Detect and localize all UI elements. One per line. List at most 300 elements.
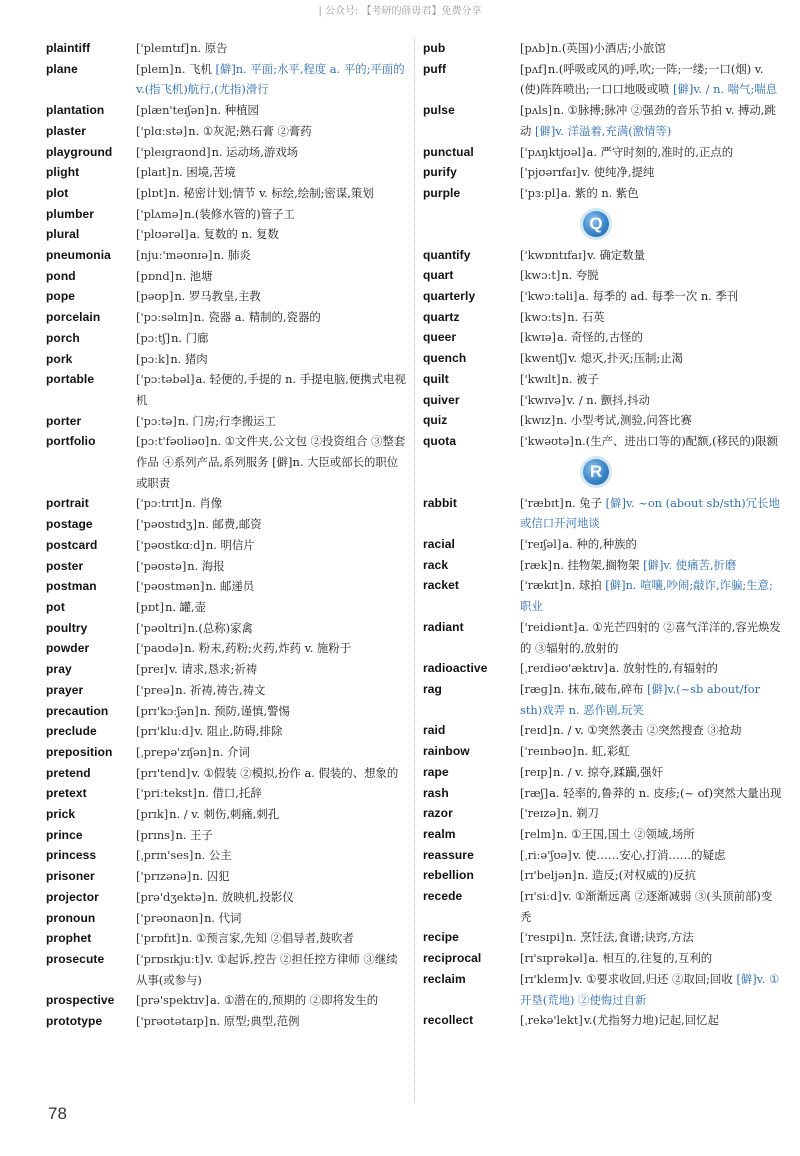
entry-definition [520,390,783,411]
definition-text: n. 囚犯 [192,869,230,884]
headword: pretext [46,786,87,801]
phonetic: ['pleɪntɪf] [136,41,190,55]
dictionary-entry [46,638,408,659]
dictionary-entry [46,887,408,908]
entry-definition [520,410,783,431]
phonetic: [kwɪz] [520,413,556,428]
dictionary-entry [423,245,783,266]
definition-text: a. 轻率的,鲁莽的 n. 皮疹;(~ of)突然大量出现 [549,785,782,800]
definition-text: n. / v. 刺伤,刺痛,刺孔 [169,807,280,822]
definition-text: n. 海报 [187,558,225,573]
dictionary-entry [423,720,783,741]
entry-definition [520,369,783,390]
definition-text: n.(总称)家禽 [187,620,253,635]
dictionary-entry [46,266,408,287]
entry-definition [136,597,408,618]
definition-text: n. 石英 [567,309,605,324]
definition-text: n. 预防,谨慎,警惕 [199,703,290,718]
dictionary-entry [46,493,408,514]
definition-text: n. 烹饪法,食谱;诀窍,方法 [565,930,694,945]
dictionary-entry [423,575,783,616]
phonetic: [ræɡ] [520,681,553,696]
dictionary-entry [423,534,783,555]
headword: plaster [46,123,87,138]
headword: preclude [46,724,97,739]
dictionary-entry [423,286,783,307]
entry-definition [136,804,408,825]
headword: racket [423,578,459,593]
entry-definition [136,701,408,722]
entry-definition [520,617,783,658]
phonetic: [prə'dʒektə] [136,889,207,904]
dictionary-entry [423,617,783,658]
headword: prince [46,827,83,842]
entry-definition [520,534,783,555]
entry-definition [136,721,408,742]
definition-text: n. 粉末,药粉;火药,炸药 v. 施粉于 [184,641,352,656]
dictionary-entry [46,783,408,804]
entry-definition [136,928,408,949]
definition-text: n. 肖像 [184,496,223,511]
entry-definition [520,162,783,183]
phonetic: ['prɒsɪkjuːt] [136,951,204,966]
phonetic: [reɪd] [520,723,553,738]
definition-text: n. 运动场,游戏场 [211,144,299,159]
dictionary-entry [46,804,408,825]
section-header [423,204,783,245]
phonetic: ['pɜːpl] [520,185,560,200]
phonetic: ['resɪpi] [520,930,565,945]
headword: portable [46,372,95,387]
entry-definition [520,265,783,286]
dictionary-entry [46,38,408,59]
phonetic: [prɪns] [136,827,175,842]
headword: prisoner [46,869,95,884]
definition-text: n. 原告 [190,41,228,55]
dictionary-entry [423,348,783,369]
dictionary-entry [46,369,408,410]
headword: rebellion [423,868,474,883]
headword: puff [423,61,447,76]
headword: plane [46,61,78,76]
definition-text: n. 球拍 [564,578,602,593]
entry-definition [520,969,783,1010]
entry-definition [136,493,408,514]
headword: radiant [423,619,464,634]
entry-definition [520,286,783,307]
phonetic: ['kwɪvə] [520,392,566,407]
entry-definition [136,286,408,307]
dictionary-entry [423,679,783,720]
rare-meaning: [僻]v. / n. 喘气;喘息 [673,82,778,97]
entry-definition [136,535,408,556]
headword: realm [423,826,456,841]
phonetic: [preɪ] [136,662,169,677]
entry-definition [136,990,408,1011]
headword: quartz [423,309,460,324]
headword: quiver [423,392,460,407]
entry-definition [520,845,783,866]
phonetic: ['kwəʊtə] [520,433,574,448]
headword: preposition [46,744,113,759]
phonetic: [rɪ'sɪprəkəl] [520,951,588,966]
headword: pulse [423,103,455,118]
definition-text: n. 剃刀 [561,806,599,821]
phonetic: ['pjʊərɪfaɪ] [520,165,581,180]
definition-text: n. ①预言家,先知 ②倡导者,鼓吹者 [181,931,354,946]
definition-text: n. 门房;行李搬运工 [177,413,277,428]
phonetic: [prɪ'kluːd] [136,724,194,739]
headword: poultry [46,620,88,635]
headword: reassure [423,847,474,862]
headword: porter [46,413,82,428]
rare-meaning: [僻]n. 喧嚷,吵闹;敲诈,诈骗;生意;职业 [520,578,773,614]
phonetic: ['pʌŋktjʊəl] [520,144,586,159]
rare-meaning: [僻]n. 平面;水平,程度 a. 平的;平面的 v.(指飞机)航行,(尤指)滑行 [136,61,405,97]
phonetic: [plaɪt] [136,165,171,180]
page-header: | 公众号: 【考研的薛毋君】免费分享 [318,6,482,17]
dictionary-entry [46,701,408,722]
phonetic: ['preə] [136,682,175,697]
dictionary-entry [423,555,783,576]
phonetic: ['prəʊnaʊn] [136,910,204,925]
entry-definition [520,948,783,969]
entry-definition [136,204,408,225]
definition-text: a. 相互的,往复的,互利的 [588,951,713,966]
definition-text: n. / v. 掠夺,蹂躏,强奸 [553,764,663,779]
phonetic: ['pəʊstə] [136,558,187,573]
phonetic: ['plɑːstə] [136,123,188,138]
entry-definition [520,575,783,616]
headword: purple [423,185,461,200]
dictionary-entry [46,576,408,597]
phonetic: ['pɔːtrɪt] [136,496,184,511]
dictionary-entry [423,845,783,866]
entry-definition [520,142,783,163]
headword: postman [46,579,97,594]
entry-definition [136,59,408,100]
dictionary-entry [46,245,408,266]
dictionary-entry [46,349,408,370]
entry-definition [136,887,408,908]
entry-definition [136,638,408,659]
entry-definition [136,556,408,577]
entry-definition [136,576,408,597]
dictionary-entry [423,1010,783,1031]
definition-text: n. ①王国,国土 ②领域,场所 [556,826,695,841]
headword: rape [423,764,449,779]
phonetic: ['plʌmə] [136,206,183,221]
headword: portfolio [46,434,96,449]
entry-definition [520,307,783,328]
dictionary-entry [423,431,783,452]
phonetic: [kwɔːt] [520,268,561,283]
phonetic: [pɔːtʃ] [136,330,171,345]
entry-definition [136,183,408,204]
phonetic: ['ræbɪt] [520,495,564,510]
entry-definition [520,555,783,576]
headword: recollect [423,1013,474,1028]
definition-text: n. / v. ①突然袭击 ②突然搜查 ③抢劫 [553,723,742,738]
definition-text: a. 复数的 n. 复数 [189,227,279,242]
entry-definition [136,411,408,432]
phonetic: [ræk] [520,557,552,572]
headword: quantify [423,247,471,262]
dictionary-entry [46,659,408,680]
headword: pray [46,662,72,677]
dictionary-entry [46,618,408,639]
definition-text: n. 秘密计划;情节 v. 标绘,绘制;密谋,策划 [168,185,374,200]
phonetic: [plɒt] [136,185,168,200]
definition-text: n. 夸脱 [561,268,599,283]
dictionary-entry [423,162,783,183]
entry-definition [520,493,783,534]
phonetic: [kwɔːts] [520,309,567,324]
definition-text: n. 瓷器 a. 精制的,瓷器的 [193,310,321,325]
phonetic: [rɪ'beljən] [520,868,577,883]
phonetic: [rɪ'kleɪm] [520,971,573,986]
phonetic: [ˌrekə'lekt] [520,1013,583,1028]
dictionary-entry [46,121,408,142]
definition-text: n. 被子 [561,371,599,386]
dictionary-entry [46,142,408,163]
entry-definition [136,266,408,287]
phonetic: [prɪk] [136,807,169,822]
definition-text: a. ①潜在的,预期的 ②即将发生的 [209,993,379,1008]
headword: pub [423,41,446,55]
rare-meaning: [僻]v. 洋溢着,充满(激情等) [535,123,672,138]
definition-text: n. 邮费,邮资 [197,517,262,532]
definition-text: n. ①脉搏;脉冲 ②强劲的音乐节拍 v. 搏动,跳动 [520,103,776,138]
dictionary-entry [423,183,783,204]
phonetic: [prə'spektɪv] [136,993,209,1008]
definition-text: a. 奇怪的,古怪的 [556,330,643,345]
dictionary-entry [423,824,783,845]
headword: punctual [423,144,474,159]
definition-text: n. 祈祷,祷告,祷文 [175,682,266,697]
headword: plantation [46,103,105,118]
dictionary-entry [423,886,783,927]
dictionary-entry [46,928,408,949]
entry-definition [136,514,408,535]
rare-meaning: [僻]v. ①开垦(荒地) ②使悔过自新 [520,971,780,1007]
headword: rabbit [423,495,457,510]
rare-meaning: [僻]v. 使痛苦,折磨 [643,557,737,572]
dictionary-entry [46,825,408,846]
headword: rack [423,557,449,572]
rare-meaning: [僻]v. ~on (about sb/sth)冗长地或信口开河地谈 [520,495,780,531]
definition-text: n. 公主 [194,848,232,863]
dictionary-entry [46,763,408,784]
headword: plural [46,227,80,242]
headword: powder [46,641,90,656]
headword: playground [46,144,113,159]
dictionary-entry [46,307,408,328]
phonetic: [kwɪə] [520,330,556,345]
entry-definition [136,680,408,701]
headword: rainbow [423,744,470,759]
headword: queer [423,330,457,345]
dictionary-entry [423,265,783,286]
headword: pneumonia [46,248,111,263]
definition-text: n.(呼吸或风的)呼,吹;一阵;一缕;一口(烟) v.(使)阵阵喷出;一口口地吸或喷 [520,61,764,97]
headword: quiz [423,413,448,428]
definition-text: n.(英国)小酒店;小旅馆 [550,41,666,55]
phonetic: [njuː'məʊnɪə] [136,248,213,263]
definition-text: n. 邮递员 [205,579,255,594]
entry-definition [136,1011,408,1032]
entry-definition [136,224,408,245]
phonetic: [pleɪn] [136,61,174,76]
entry-definition [520,865,783,886]
entry-definition [136,618,408,639]
entry-definition [520,348,783,369]
dictionary-entry [46,204,408,225]
headword: poster [46,558,84,573]
phonetic: [pʌb] [520,41,550,55]
phonetic: ['pleɪɡraʊnd] [136,144,211,159]
headword: rag [423,681,442,696]
phonetic: [prɪ'kɔːʃən] [136,703,199,718]
entry-definition [520,245,783,266]
definition-text: n. 种植园 [210,103,259,118]
dictionary-entry [46,597,408,618]
phonetic: ['reɪnbəʊ] [520,744,577,759]
definition-text: v. 确定数量 [587,247,646,262]
headword: pronoun [46,910,96,925]
definition-text: n. 肺炎 [213,248,251,263]
headword: quilt [423,371,449,386]
definition-text: n. 罐,壶 [165,599,207,614]
headword: pond [46,268,76,283]
headword: portrait [46,496,89,511]
entry-definition [520,183,783,204]
entry-definition [520,927,783,948]
dictionary-entry [423,410,783,431]
definition-text: v. ①假装 ②模拟,扮作 a. 假装的、想象的 [191,765,399,780]
definition-text: v. 请求,恳求;祈祷 [169,662,258,677]
headword: pretend [46,765,91,780]
entry-definition [136,307,408,328]
dictionary-entry [46,59,408,100]
phonetic: [ˌprɪn'ses] [136,848,194,863]
dictionary-entry [423,948,783,969]
entry-definition [136,908,408,929]
dictionary-entry [423,59,783,100]
headword: postage [46,517,93,532]
definition-text: n. 虹,彩虹 [577,744,630,759]
headword: postcard [46,537,98,552]
headword: quota [423,433,457,448]
definition-text: a. 种的,种族的 [562,537,637,552]
phonetic: [pɒt] [136,599,165,614]
phonetic: ['kwɔːtəli] [520,289,578,304]
dictionary-entry [46,411,408,432]
phonetic: [reɪp] [520,764,553,779]
phonetic: ['pəʊstmən] [136,579,205,594]
phonetic: ['prɒfɪt] [136,931,181,946]
dictionary-entry [423,100,783,141]
headword: reclaim [423,971,466,986]
entry-definition [520,803,783,824]
entry-definition [136,742,408,763]
definition-text: v. / n. 颤抖,抖动 [566,392,651,407]
headword: purify [423,165,457,180]
entry-definition [136,349,408,370]
definition-text: n. 困境,苦境 [171,165,236,180]
entry-definition [136,328,408,349]
headword: radioactive [423,661,488,676]
phonetic: [ˌprepə'zɪʃən] [136,744,212,759]
dictionary-entry [423,390,783,411]
dictionary-entry [46,162,408,183]
entry-definition [136,845,408,866]
entry-definition [520,824,783,845]
definition-text: v. ①起诉,控告 ②担任控方律师 ③继续从事(或参与) [136,951,398,987]
definition-text: n. 小型考试,测验,问答比赛 [556,413,692,428]
entry-definition [136,866,408,887]
entry-definition [136,38,408,59]
dictionary-entry [423,762,783,783]
phonetic: ['priːtekst] [136,786,197,801]
phonetic: ['prəʊtətaɪp] [136,1014,209,1029]
entry-definition [520,658,783,679]
definition-text: n. 飞机 [174,61,212,76]
entry-definition [520,1010,783,1031]
headword: pork [46,351,73,366]
dictionary-entry [46,100,408,121]
entry-definition [520,100,783,141]
entry-definition [136,783,408,804]
phonetic: ['pəʊltri] [136,620,187,635]
phonetic: [pəʊp] [136,289,174,304]
dictionary-entry [46,721,408,742]
entry-definition [136,369,408,410]
entry-definition [136,121,408,142]
definition-text: a. 轻便的,手提的 n. 手提电脑,便携式电视机 [136,372,406,407]
dictionary-entry [423,927,783,948]
definition-text: v. ①要求收回,归还 ②取回;回收 [573,971,733,986]
headword: pot [46,599,65,614]
dictionary-entry [46,514,408,535]
definition-text: v. 阻止,防碍,排除 [194,724,283,739]
dictionary-entry [46,1011,408,1032]
entry-definition [520,783,783,804]
definition-text: n. 放映机,投影仪 [207,889,294,904]
phonetic: ['plʊərəl] [136,227,189,242]
headword: prototype [46,1014,103,1029]
definition-text: n. 原型;典型,范例 [209,1014,300,1029]
definition-text: n. 介词 [212,744,250,759]
entry-definition [136,245,408,266]
headword: prophet [46,931,92,946]
entry-definition [520,38,783,59]
entry-definition [520,431,783,452]
definition-text: a. 放射性的,有辐射的 [608,661,718,676]
definition-text: n. 兔子 [564,495,603,510]
dictionary-entry [46,908,408,929]
dictionary-entry [46,680,408,701]
phonetic: ['pɔːsəlɪn] [136,310,193,325]
headword: projector [46,889,99,904]
entry-definition [520,720,783,741]
entry-definition [136,162,408,183]
definition-text: v. 使……安心,打消……的疑虑 [572,847,726,862]
section-header [423,452,783,493]
dictionary-entry [423,783,783,804]
definition-text: v. 熄灭,扑灭;压制;止渴 [568,351,684,366]
headword: porcelain [46,310,101,325]
